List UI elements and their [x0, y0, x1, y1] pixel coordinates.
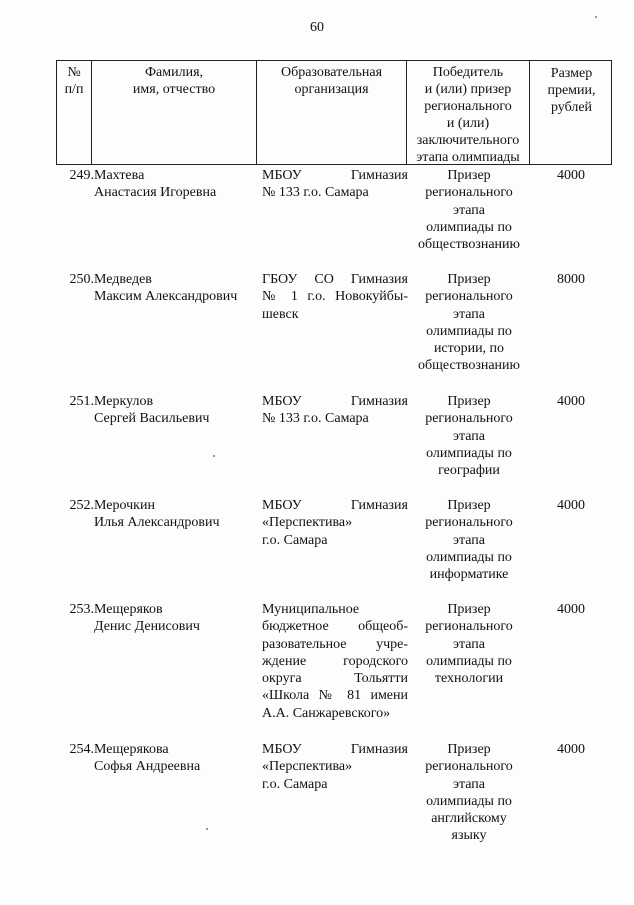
organization-line: ГБОУ СО Гимназия — [262, 272, 408, 287]
organization-line: г.о. Самара — [262, 532, 328, 548]
winner-line: олимпиады по — [426, 653, 512, 669]
row-name — [94, 741, 262, 776]
header-name-line: Фамилия, — [144, 65, 204, 80]
winner-line: английскому — [431, 811, 507, 827]
organization-line: МБОУ Гимназия — [262, 168, 408, 183]
winner-line: регионального — [425, 759, 513, 775]
winner-line: Призер — [447, 742, 491, 757]
surname: Махтева — [94, 168, 145, 183]
row-number: 252. — [69, 498, 94, 513]
winner-line: олимпиады по — [426, 445, 512, 461]
surname: Мерочкин — [94, 498, 155, 513]
table-header — [56, 60, 612, 165]
winner-line: регионального — [425, 515, 513, 531]
header-winner-line: и (или) призер — [424, 82, 512, 97]
organization-line: Муниципальное — [262, 602, 360, 617]
winner-line: этапа — [452, 636, 486, 652]
organization-line: округа Тольятти — [262, 671, 408, 687]
row-organization — [262, 167, 408, 202]
row-name — [94, 271, 262, 306]
row-name — [94, 601, 262, 636]
winner-line: информатике — [429, 567, 509, 583]
winner-line: этапа — [452, 306, 486, 322]
row-winner — [408, 497, 530, 583]
surname: Мещерякова — [94, 742, 169, 757]
winner-line: языку — [451, 828, 487, 844]
surname: Медведев — [94, 272, 152, 287]
header-winner-line: этапа олимпиады — [416, 150, 520, 165]
winner-line: географии — [438, 463, 500, 479]
organization-line: г.о. Самара — [262, 776, 328, 792]
winner-line: технологии — [434, 671, 504, 687]
header-prize-line: Размер — [550, 66, 593, 81]
header-winner-line: заключительного — [416, 133, 520, 148]
row-prize: 4000 — [557, 394, 585, 409]
page-number: 60 — [310, 20, 324, 35]
organization-line: МБОУ Гимназия — [262, 742, 408, 757]
organization-line: «Перспектива» — [262, 515, 353, 531]
header-name — [92, 61, 257, 164]
organization-line: «Школа № 81 имени — [262, 688, 408, 704]
winner-line: Призер — [447, 272, 491, 287]
row-prize: 4000 — [557, 168, 585, 183]
given-names: Илья Александрович — [94, 515, 220, 531]
given-names: Сергей Васильевич — [94, 411, 210, 427]
winner-line: этапа — [452, 532, 486, 548]
surname: Мещеряков — [94, 602, 163, 617]
header-winner-line: Победитель — [432, 65, 504, 80]
row-number: 250. — [69, 272, 94, 287]
winner-line: Призер — [447, 394, 491, 409]
winner-line: Призер — [447, 498, 491, 513]
row-prize: 4000 — [557, 498, 585, 513]
header-organization-line: организация — [294, 82, 369, 97]
winner-line: этапа — [452, 776, 486, 792]
winner-line: олимпиады по — [426, 323, 512, 339]
winner-line: этапа — [452, 202, 486, 218]
header-number-line: № — [67, 65, 81, 80]
given-names: Анастасия Игоревна — [94, 185, 217, 201]
header-number — [57, 61, 92, 164]
row-number: 254. — [69, 742, 94, 757]
organization-line: МБОУ Гимназия — [262, 498, 408, 513]
header-number-line: п/п — [64, 82, 84, 97]
row-organization — [262, 497, 408, 549]
organization-line: МБОУ Гимназия — [262, 394, 408, 409]
row-number: 251. — [69, 394, 94, 409]
given-names: Софья Андреевна — [94, 759, 201, 775]
winner-line: олимпиады по — [426, 549, 512, 565]
winner-line: истории, по — [433, 341, 505, 357]
header-organization — [257, 61, 407, 164]
winner-line: Призер — [447, 168, 491, 183]
row-prize: 4000 — [557, 742, 585, 757]
row-winner — [408, 741, 530, 845]
header-prize-line: рублей — [550, 100, 593, 115]
winner-line: регионального — [425, 185, 513, 201]
winner-line: обществознанию — [418, 358, 520, 374]
winner-line: регионального — [425, 411, 513, 427]
scan-speck — [206, 828, 208, 830]
row-name — [94, 497, 262, 532]
header-prize-line: премии, — [547, 83, 596, 98]
row-name — [94, 393, 262, 428]
row-organization — [262, 271, 408, 323]
winner-line: регионального — [425, 289, 513, 305]
surname: Меркулов — [94, 394, 154, 409]
row-organization — [262, 601, 408, 722]
winner-line: олимпиады по — [426, 219, 512, 235]
organization-line: бюджетное общеоб- — [262, 619, 408, 635]
header-winner-line: и (или) — [446, 116, 490, 131]
row-organization — [262, 741, 408, 793]
row-name — [94, 167, 262, 202]
organization-line: «Перспектива» — [262, 759, 353, 775]
organization-line: № 1 г.о. Новокуйбы- — [262, 289, 408, 305]
winner-line: этапа — [452, 428, 486, 444]
scan-speck — [213, 455, 215, 457]
row-winner — [408, 271, 530, 375]
organization-line: шевск — [262, 306, 299, 322]
header-winner-line: регионального — [424, 99, 512, 114]
winner-line: олимпиады по — [426, 793, 512, 809]
header-winner — [407, 61, 530, 164]
row-organization — [262, 393, 408, 428]
row-winner — [408, 167, 530, 253]
row-prize: 8000 — [557, 272, 585, 287]
winner-line: обществознанию — [418, 237, 520, 253]
organization-line: № 133 г.о. Самара — [262, 185, 369, 201]
row-winner — [408, 601, 530, 687]
row-prize: 4000 — [557, 602, 585, 617]
row-number: 253. — [69, 602, 94, 617]
winner-line: регионального — [425, 619, 513, 635]
header-prize — [530, 61, 613, 164]
organization-line: ждение городского — [262, 653, 408, 669]
row-number: 249. — [69, 168, 94, 183]
given-names: Максим Александрович — [94, 289, 238, 305]
row-winner — [408, 393, 530, 479]
scan-speck — [595, 16, 597, 18]
organization-line: А.А. Санжаревского» — [262, 705, 391, 721]
organization-line: № 133 г.о. Самара — [262, 411, 369, 427]
organization-line: разовательное учре- — [262, 636, 408, 652]
header-name-line: имя, отчество — [132, 82, 216, 97]
header-organization-line: Образовательная — [280, 65, 383, 80]
winner-line: Призер — [447, 602, 491, 617]
given-names: Денис Денисович — [94, 619, 200, 635]
